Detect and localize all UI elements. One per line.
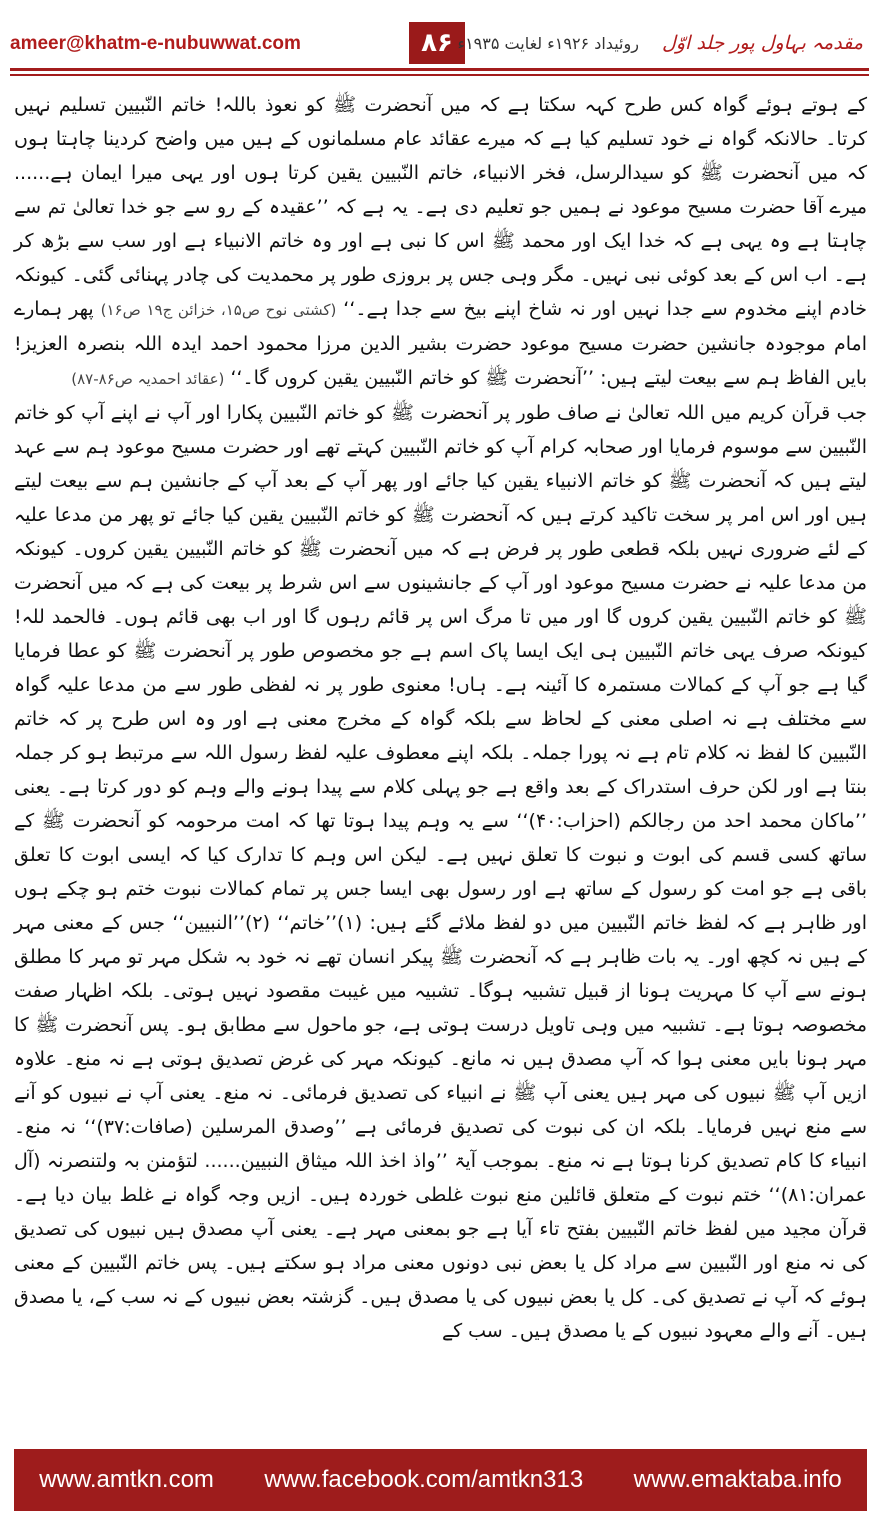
citation-kashti-nuh: (کشتی نوح ص۱۵، خزائن ج۱۹ ص۱۶)	[100, 301, 337, 319]
paragraph-2-text: جب قرآن کریم میں اللہ تعالیٰ نے صاف طور پر آنحضرت ﷺ کو خاتم النّبیین پکارا اور آپ نے اپنے آپ کو خاتم النّبیین سے موسوم فرمایا اور صحابہ کرام آپ کو خاتم النّبیین کہتے تھے اور حضرت مسیح موعود ہم سے عہد لیتے ہیں کہ آنحضرت ﷺ کو خاتم الانبیاء یقین کیا جائے اور پھر آپ کے بعد آپ کے جانشین ہم سے بیعت لیتے ہیں اور اس امر پر سخت تاکید کرتے ہیں کہ آنحضرت ﷺ کو خاتم النّبیین یقین کیا جائے تو پھر من مدعا علیہ کے لئے ضروری نہیں بلکہ قطعی طور پر فرض ہے کہ میں آنحضرت ﷺ کو خاتم النّبیین یقین کروں۔ کیونکہ من مدعا علیہ نے حضرت مسیح موعود اور آپ کے جانشینوں سے اس شرط پر بیعت کی ہے کہ میں آنحضرت ﷺ کو خاتم النّبیین یقین کروں گا اور میں تا مرگ اس پر قائم رہوں گا اور اب بھی قائم ہوں۔ فالحمد للہ! کیونکہ صرف یہی خاتم النّبیین ہی ایک ایسا پاک اسم ہے جو مخصوص طور پر آنحضرت ﷺ کو عطا فرمایا گیا ہے جو آپ کے کمالات مستمرہ کا آئینہ ہے۔ ہاں! معنوی طور پر نہ لفظی طور سے من مدعا علیہ گواہ سے مختلف ہے نہ اصلی معنی کے لحاظ سے بلکہ گواہ کے مخرج معنی ہے اور وہ اس طرح پر کہ خاتم النّبیین کا لفظ نہ کلام تام ہے نہ پورا جملہ۔ بلکہ اپنے معطوف علیہ لفظ رسول اللہ سے مرتبط ہو کر جملہ بنتا ہے اور لکن حرف استدراک کے بعد واقع ہے جو پہلی کلام سے پیدا ہونے والے وہم کو دور کرتا ہے۔ یعنی ’’ماکان محمد احد من رجالکم (احزاب:۴۰)‘‘ سے یہ وہم پیدا ہوتا تھا کہ امت مرحومہ کو آنحضرت ﷺ کے ساتھ کسی قسم کی ابوت و نبوت کا تعلق نہیں ہے۔ لیکن اس وہم کا تدارک کیا کہ ایسی ابوت کا تعلق باقی ہے جو امت کو رسول کے ساتھ ہے اور رسول بھی ایسا جس پر تمام کمالات نبوت ختم ہو چکے ہوں اور ظاہر ہے کہ لفظ خاتم النّبیین میں دو لفظ ملائے گئے ہیں: (۱)’’خاتم‘‘ (۲)’’النبیین‘‘ جس کے معنی مہر کے ہیں نہ کچھ اور۔ یہ بات ظاہر ہے کہ آنحضرت ﷺ پیکر انسان تھے نہ خود بہ شکل مہر تو مہر کا مطلق ہونے سے آپ کا مہریت ہونا از قبیل تشبیہ ہوگا۔ تشبیہ میں غیبت مقصود نہیں ہوتی۔ بلکہ اظہار صفت مخصوصہ ہوتا ہے۔ تشبیہ میں وہی تاویل درست ہوتی ہے، جو ماحول سے مطابق ہو۔ پس آنحضرت ﷺ کا مہر ہونا بایں معنی ہوا کہ آپ مصدق ہیں نہ مانع۔ کیونکہ مہر کی غرض تصدیق ہوتی ہے نہ منع۔ علاوہ ازیں آپ ﷺ نبیوں کی مہر ہیں یعنی آپ ﷺ نے انبیاء کی تصدیق فرمائی۔ نہ منع۔ یعنی آپ نے نبیوں کو آنے سے منع نہیں فرمایا۔ بلکہ ان کی نبوت کی تصدیق فرمائی ہے ’’وصدق المرسلین (صافات:۳۷)‘‘ نہ منع۔ انبیاء کا کام تصدیق کرنا ہوتا ہے نہ منع۔ بموجب آیۃ ’’واذ اخذ اللہ میثاق النبیین...... لتؤمنن بہ ولتنصرنہ (آل عمران:۸۱)‘‘ ختم نبوت کے متعلق قائلین منع نبوت غلطی خوردہ ہیں۔ ازیں وجہ گواہ نے غلط بیان دیا ہے۔ قرآن مجید میں لفظ خاتم النّبیین بفتح تاء آیا ہے جو بمعنی مہر ہے۔ یعنی آپ مصدق ہیں نبیوں کی تصدیق کی نہ منع اور النّبیین سے مراد کل یا بعض نبی دونوں معنی مراد ہو سکتے ہیں۔ پس خاتم النّبیین کے معنی ہوئے کہ آپ نے تصدیق کی۔ کل یا بعض نبیوں کی یا مصدق ہیں۔ گزشتہ بعض نبیوں کے نہ سب کے، یا مصدق ہیں۔ آنے والے معہود نبیوں کے یا مصدق ہیں۔ سب کے	[14, 402, 868, 1342]
body-paragraph-1	[14, 88, 867, 396]
page-body	[14, 88, 867, 1440]
book-title: مقدمہ بہاول پور جلد اوّل	[662, 32, 863, 54]
header-rule-bottom	[10, 74, 869, 76]
footer-link-amtkn[interactable]: www.amtkn.com	[39, 1466, 214, 1493]
page-number: ۸۶	[409, 22, 465, 64]
page-header	[0, 0, 881, 78]
header-rule-top	[10, 68, 869, 71]
paragraph-1-text: کے ہوتے ہوئے گواہ کس طرح کہہ سکتا ہے کہ میں آنحضرت ﷺ کو نعوذ باللہ! خاتم النّبیین تسلیم نہیں کرتا۔ حالانکہ گواہ نے خود تسلیم کیا ہے کہ میرے عقائد عام مسلمانوں کے ہیں میں واضح کردینا چاہتا ہوں کہ میں آنحضرت ﷺ کو سیدالرسل، فخر الانبیاء، خاتم النّبیین یقین کرتا ہوں اور یہی میرا ایمان ہے...... میرے آقا حضرت مسیح موعود نے ہمیں جو تعلیم دی ہے۔ یہ ہے کہ ’’عقیدہ کے رو سے جو خدا تعالیٰ تم سے چاہتا ہے وہ یہی ہے کہ خدا ایک اور محمد ﷺ اس کا نبی ہے اور وہ خاتم الانبیاء ہے اور سب سے بڑھ کر ہے۔ اب اس کے بعد کوئی نبی نہیں۔ مگر وہی جس پر بروزی طور پر محمدیت کی چادر پہنائی گئی۔ کیونکہ خادم اپنے مخدوم سے جدا نہیں اور نہ شاخ اپنے بیخ سے جدا ہے۔‘‘	[14, 94, 867, 320]
footer-link-emaktaba[interactable]: www.emaktaba.info	[633, 1466, 842, 1493]
paragraph-1b-text: پھر ہمارے امام موجودہ جانشین حضرت مسیح موعود حضرت بشیر الدین مرزا محمود احمد ایدہ اللہ بنصرہ العزیز! بایں الفاظ ہم سے بیعت لیتے ہیں: ’’آنحضرت ﷺ کو خاتم النّبیین یقین کروں گا۔‘‘	[14, 298, 867, 389]
page-footer	[14, 1449, 867, 1511]
body-paragraph-2	[14, 396, 867, 1348]
citation-aqaid-ahmadiyya: (عقائد احمدیہ ص۸۶-۸۷)	[71, 370, 225, 388]
email-address[interactable]: ameer@khatm-e-nubuwwat.com	[10, 33, 301, 54]
book-subtitle: روئیداد ۱۹۲۶ء لغایت ۱۹۳۵ء	[457, 34, 639, 53]
footer-link-facebook[interactable]: www.facebook.com/amtkn313	[264, 1466, 584, 1493]
running-head	[458, 32, 863, 54]
